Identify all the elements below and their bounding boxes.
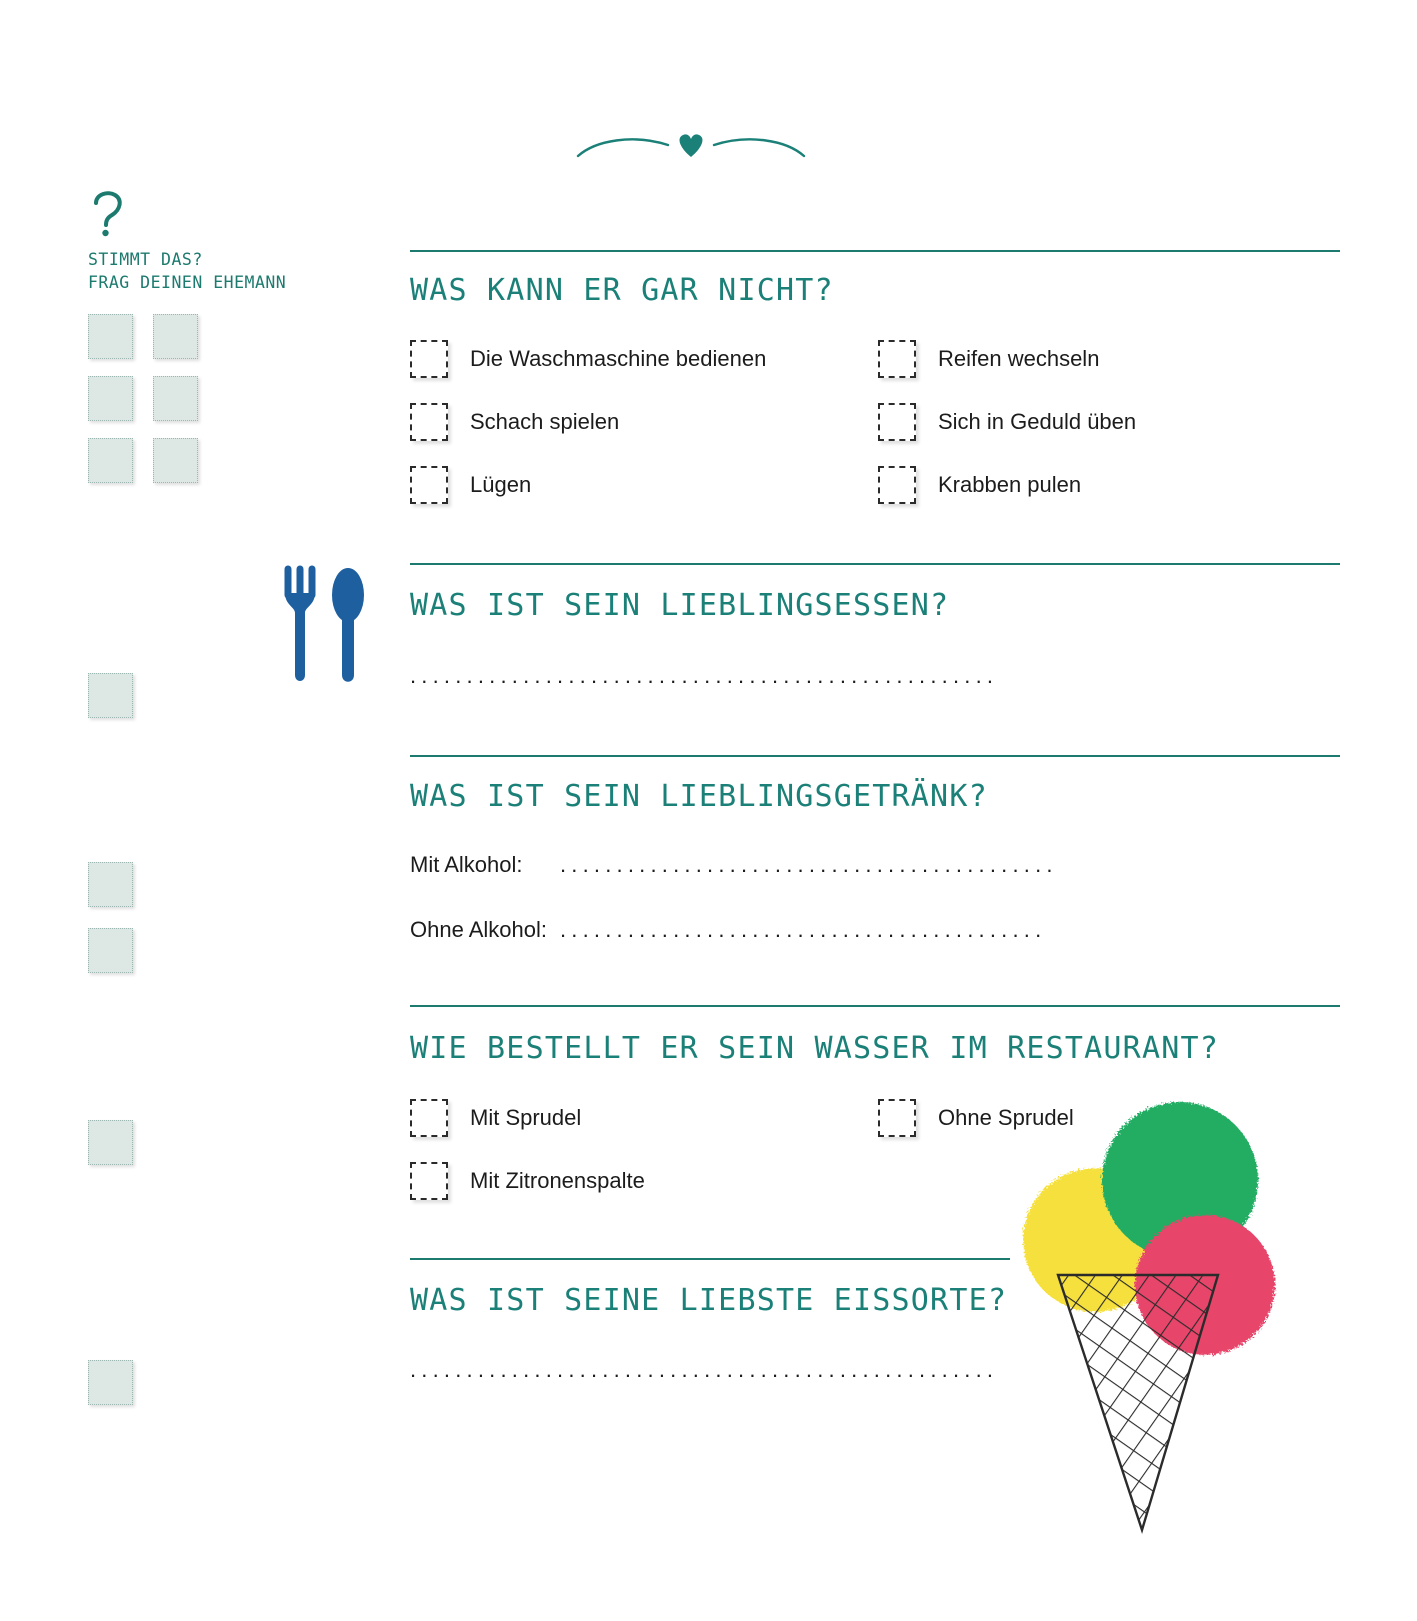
margin-note-line1: STIMMT DAS? (88, 250, 203, 269)
option-label: Reifen wechseln (938, 346, 1100, 371)
sticker-slot-row (88, 376, 288, 421)
sticker-slot[interactable] (88, 438, 133, 483)
option-label: Die Waschmaschine bedienen (470, 346, 767, 371)
option-label: Sich in Geduld üben (938, 409, 1137, 434)
checkbox-krabben-pulen[interactable] (878, 466, 916, 504)
sticker-slot[interactable] (88, 314, 133, 359)
option-label: Mit Sprudel (470, 1105, 582, 1130)
margin-note (88, 248, 368, 294)
section-divider (410, 755, 1340, 757)
option-row[interactable] (410, 1162, 645, 1200)
section-title-wasser-im-restaurant: WIE BESTELLT ER SEIN WASSER IM RESTAURANT? (410, 1031, 1219, 1066)
sticker-slot[interactable] (153, 376, 198, 421)
label-ohne-alkohol: Ohne Alkohol: (410, 917, 547, 942)
sticker-slot-grid (88, 314, 288, 483)
sticker-slot[interactable] (88, 376, 133, 421)
answer-line-ohne-alkohol[interactable]: ........................................... (560, 917, 1047, 942)
option-row[interactable] (410, 1099, 581, 1137)
sticker-slot[interactable] (153, 314, 198, 359)
option-row[interactable] (878, 466, 1081, 504)
section-title-lieblingsessen: WAS IST SEIN LIEBLINGSESSEN? (410, 588, 950, 623)
option-label: Mit Zitronenspalte (470, 1168, 645, 1193)
checkbox-schach-spielen[interactable] (410, 403, 448, 441)
option-row[interactable] (878, 403, 1136, 441)
answer-line-mit-alkohol[interactable]: ............................................ (560, 852, 1058, 877)
sticker-slot[interactable] (88, 673, 133, 718)
margin-note-line2: FRAG DEINEN EHEMANN (88, 273, 287, 292)
answer-line-liebste-eissorte[interactable]: .................................................... (410, 1357, 999, 1382)
heart-flourish-icon (576, 126, 806, 171)
sticker-slot[interactable] (88, 928, 133, 973)
checkbox-ohne-sprudel[interactable] (878, 1099, 916, 1137)
sticker-slot-row (88, 314, 288, 359)
sticker-slot[interactable] (88, 1360, 133, 1405)
section-divider (410, 250, 1340, 252)
option-row[interactable] (410, 403, 619, 441)
section-divider (410, 1258, 1010, 1260)
checkbox-luegen[interactable] (410, 466, 448, 504)
option-row[interactable] (878, 340, 1099, 378)
checkbox-mit-zitronenspalte[interactable] (410, 1162, 448, 1200)
answer-line-lieblingsessen[interactable]: .................................................... (410, 663, 999, 688)
checkbox-mit-sprudel[interactable] (410, 1099, 448, 1137)
section-title-lieblingsgetraenk: WAS IST SEIN LIEBLINGSGETRÄNK? (410, 779, 988, 814)
sticker-slot[interactable] (153, 438, 198, 483)
sticker-slot[interactable] (88, 1120, 133, 1165)
question-mark-icon (88, 190, 368, 240)
section-title-liebste-eissorte: WAS IST SEINE LIEBSTE EISSORTE? (410, 1283, 1008, 1318)
option-label: Krabben pulen (938, 472, 1082, 497)
ice-cream-cone-illustration (1020, 1075, 1310, 1535)
checkbox-waschmaschine[interactable] (410, 340, 448, 378)
option-row[interactable] (410, 340, 766, 378)
section-divider (410, 563, 1340, 565)
sticker-slot[interactable] (88, 862, 133, 907)
option-row[interactable] (410, 466, 531, 504)
checkbox-reifen-wechseln[interactable] (878, 340, 916, 378)
option-label: Ohne Sprudel (938, 1105, 1074, 1130)
checkbox-geduld-ueben[interactable] (878, 403, 916, 441)
margin-column (88, 190, 368, 500)
section-divider (410, 1005, 1340, 1007)
option-label: Lügen (470, 472, 532, 497)
option-label: Schach spielen (470, 409, 620, 434)
label-mit-alkohol: Mit Alkohol: (410, 852, 523, 877)
sticker-slot-row (88, 438, 288, 483)
section-title-kann-er-gar-nicht: WAS KANN ER GAR NICHT? (410, 273, 834, 308)
fork-and-spoon-icon (280, 565, 370, 695)
